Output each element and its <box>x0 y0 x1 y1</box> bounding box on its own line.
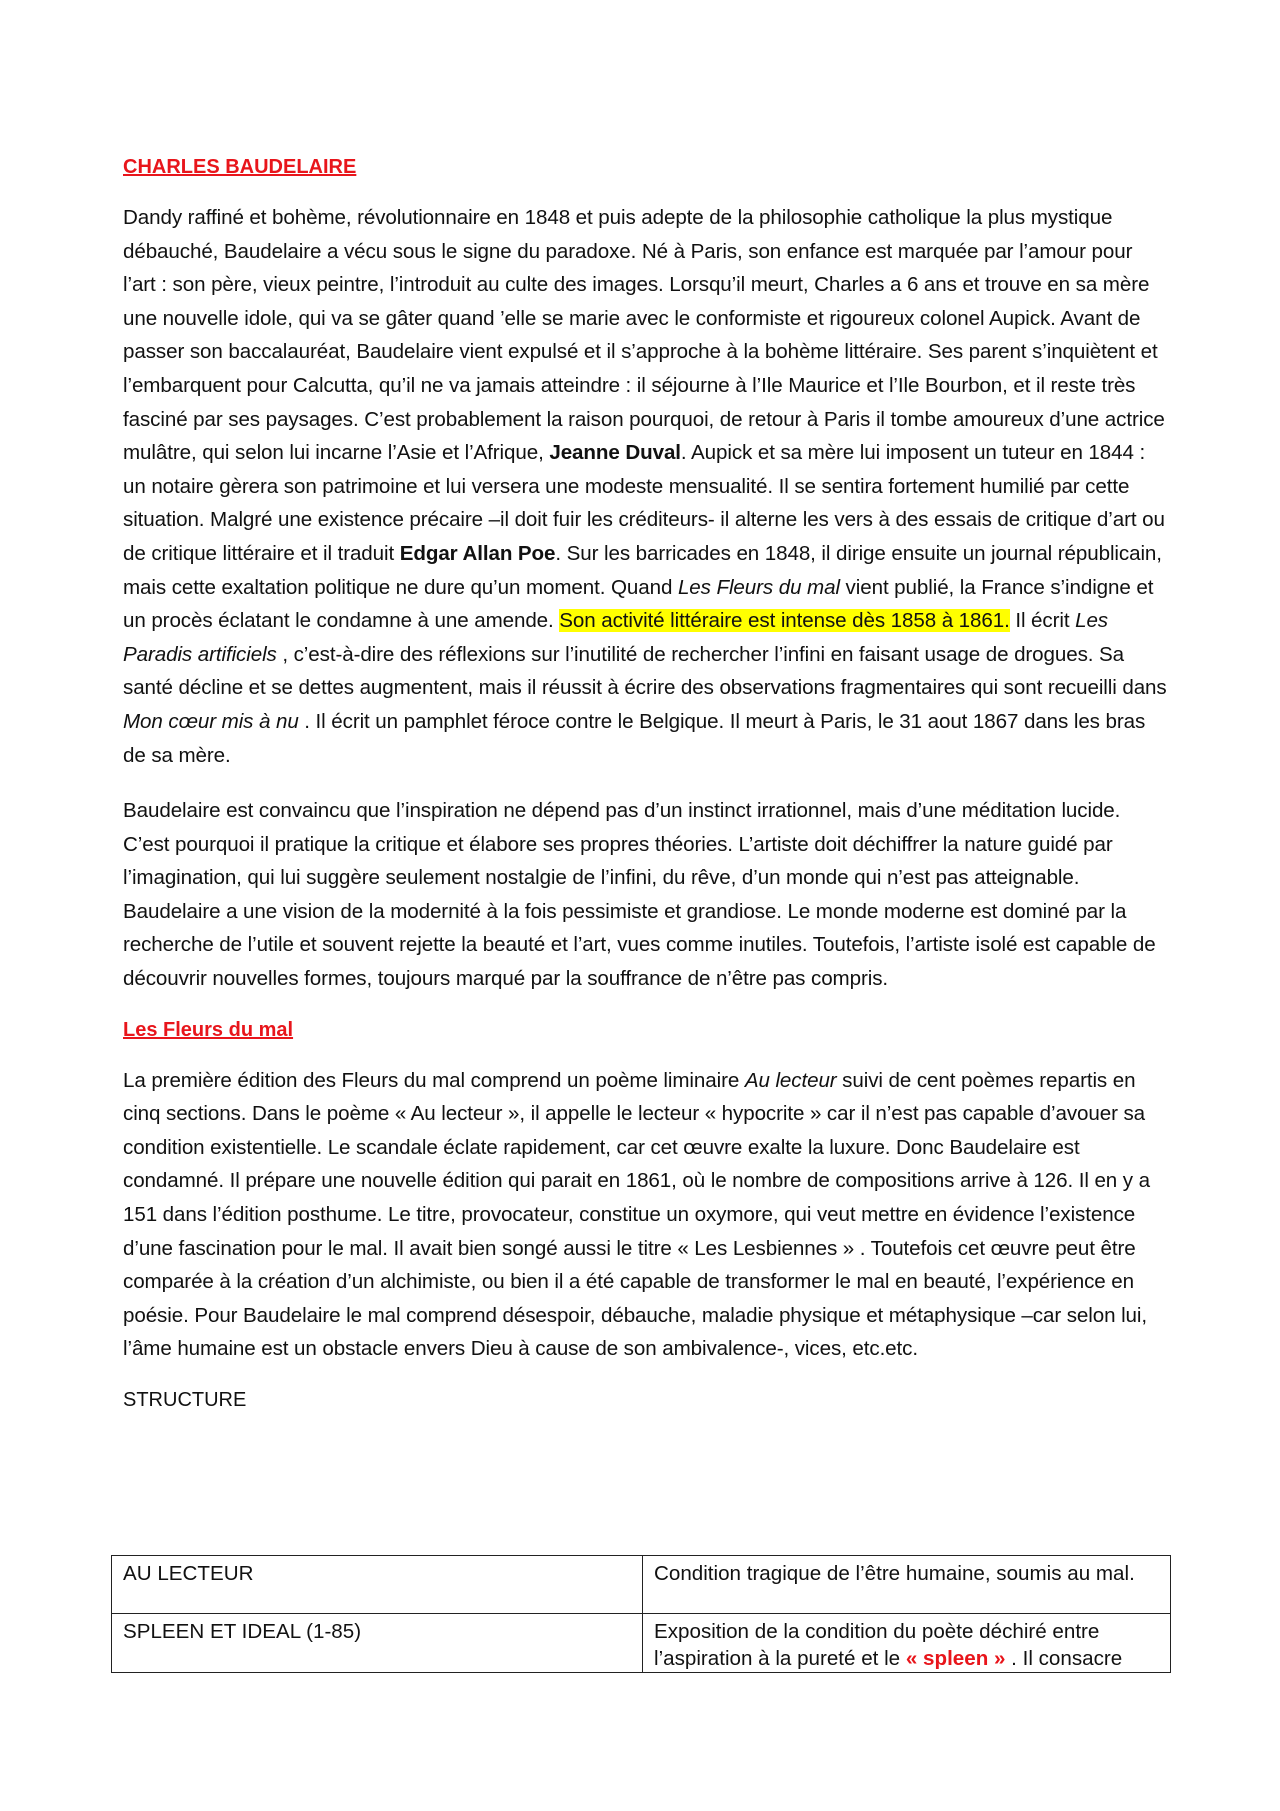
table-row <box>112 1614 1171 1673</box>
emphasis-red: « spleen » <box>905 1647 1006 1670</box>
document-content <box>123 155 1168 1434</box>
fleurs-paragraph: La première édition des Fleurs du mal comprend un poème liminaire Au lecteur suivi de cent poèmes repartis en cinq sections. Dans le poème « Au lecteur », il appelle le lecteur « hypocrite » car il n’est pas capable d’avouer sa condition existentielle. Le scandale éclate rapidement, car cet œuvre exalte la luxure. Donc Baudelaire est condamné. Il prépare une nouvelle édition qui parait en 1861, où le nombre de compositions arrive à 126. Il en y a 151 dans l’édition posthume. Le titre, provocateur, constitue un oxymore, qui veut mettre en évidence l’existence d’une fascination pour le mal. Il avait bien songé aussi le titre « Les Lesbiennes » . Toutefois cet œuvre peut être comparée à la création d’un alchimiste, ou bien il a été capable de transformer le mal en beauté, l’expérience en poésie. Pour Baudelaire le mal comprend désespoir, débauche, maladie physique et métaphysique –car selon lui, l’âme humaine est un obstacle envers Dieu à cause de son ambivalence-, vices, etc.etc. <box>123 1068 1150 1361</box>
italic-title: Au lecteur <box>744 1068 837 1092</box>
structure-table <box>111 1555 1171 1673</box>
bold-phrase: Jeanne Duval <box>549 441 681 465</box>
highlighted-phrase: Son activité littéraire est intense dès 1858 à 1861. <box>559 609 1010 633</box>
table-cell-section: SPLEEN ET IDEAL (1-85) <box>112 1614 643 1673</box>
italic-title: Les Fleurs du mal <box>677 575 840 599</box>
italic-title: Les Paradis artificiels <box>123 609 1108 666</box>
bold-phrase: Edgar Allan Poe <box>399 541 556 565</box>
section-title-baudelaire: CHARLES BAUDELAIRE <box>123 156 357 178</box>
table-row <box>112 1556 1171 1614</box>
structure-label: STRUCTURE <box>123 1389 247 1411</box>
table-cell-description: Exposition de la condition du poète déchiré entre l’aspiration à la pureté et le « spleen » . Il consacre <box>643 1614 1171 1673</box>
table-cell-section: AU LECTEUR <box>112 1556 643 1614</box>
italic-title: Mon cœur mis à nu <box>123 709 299 733</box>
table-cell-description: Condition tragique de l’être humaine, soumis au mal. <box>643 1556 1171 1614</box>
poetics-paragraph: Baudelaire est convaincu que l’inspiration ne dépend pas d’un instinct irrationnel, mais d’une méditation lucide. C’est pourquoi il pratique la critique et élabore ses propres théories. L’artiste doit déchiffrer la nature guidé par l’imagination, qui lui suggère seulement nostalgie de l’infini, du rêve, d’un monde qui n’est pas atteignable. Baudelaire a une vision de la modernité à la fois pessimiste et grandiose. Le monde moderne est dominé par la recherche de l’utile et souvent rejette la beauté et l’art, vues comme inutiles. Toutefois, l’artiste isolé est capable de découvrir nouvelles formes, toujours marqué par la souffrance de n’être pas compris. <box>123 799 1156 991</box>
biography-paragraph: Dandy raffiné et bohème, révolutionnaire en 1848 et puis adepte de la philosophie catholique la plus mystique débauché, Baudelaire a vécu sous le signe du paradoxe. Né à Paris, son enfance est marquée par l’amour pour l’art : son père, vieux peintre, l’introduit au culte des images. Lorsqu’il meurt, Charles a 6 ans et trouve en sa mère une nouvelle idole, qui va se gâter quand ’elle se marie avec le conformiste et rigoureux colonel Aupick. Avant de passer son baccalauréat, Baudelaire vient expulsé et il s’approche à la bohème littéraire. Ses parent s’inquiètent et l’embarquent pour Calcutta, qu’il ne va jamais atteindre : il séjourne à l’Ile Maurice et l’Ile Bourbon, et il reste très fasciné par ses paysages. C’est probablement la raison pourquoi, de retour à Paris il tombe amoureux d’une actrice mulâtre, qui selon lui incarne l’Asie et l’Afrique, Jeanne Duval. Aupick et sa mère lui imposent un tuteur en 1844 : un notaire gèrera son patrimoine et lui versera une modeste mensualité. Il se sentira fortement humilié par cette situation. Malgré une existence précaire –il doit fuir les créditeurs- il alterne les vers à des essais de critique d’art ou de critique littéraire et il traduit Edgar Allan Poe. Sur les barricades en 1848, il dirige ensuite un journal républicain, mais cette exaltation politique ne dure qu’un moment. Quand Les Fleurs du mal vient publié, la France s’indigne et un procès éclatant le condamne à une amende. Son activité littéraire est intense dès 1858 à 1861. Il écrit Les Paradis artificiels , c’est-à-dire des réflexions sur l’inutilité de rechercher l’infini en faisant usage de drogues. Sa santé décline et se dettes augmentent, mais il réussit à écrire des observations fragmentaires qui sont recueilli dans Mon cœur mis à nu . Il écrit un pamphlet féroce contre le Belgique. Il meurt à Paris, le 31 aout 1867 dans les bras de sa mère. <box>123 206 1167 767</box>
section-title-fleurs-du-mal: Les Fleurs du mal <box>123 1018 294 1041</box>
